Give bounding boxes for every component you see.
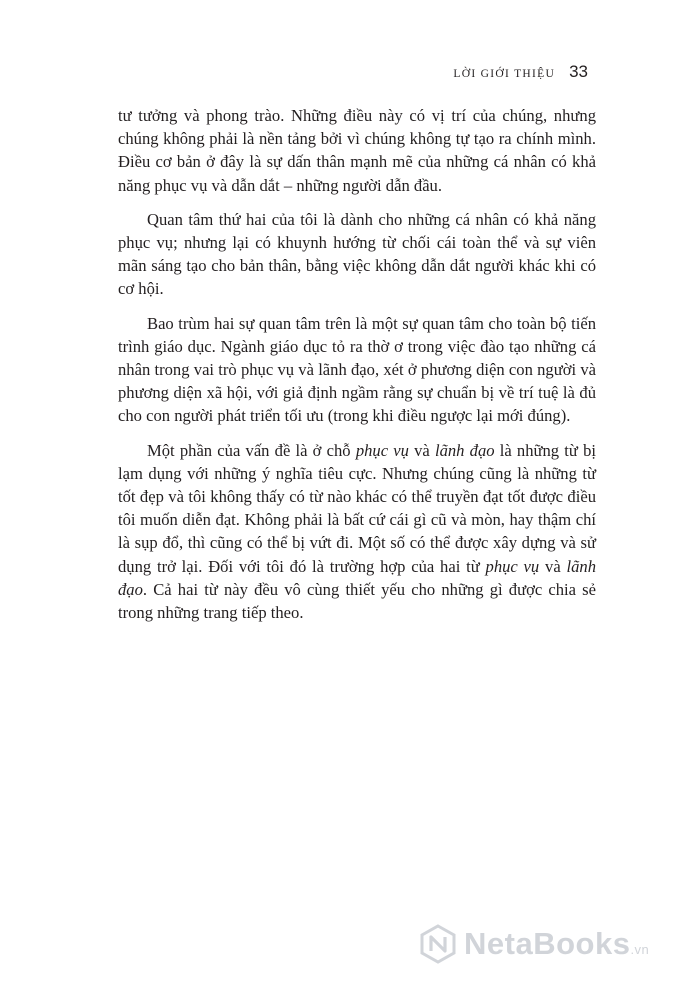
p4-italic-phuc-vu-2: phục vụ — [485, 556, 540, 576]
p4-text-5: . Cả hai từ này đều vô cùng thiết yếu cho những gì được chia sẻ trong những trang tiếp theo. — [118, 579, 596, 623]
p4-italic-phuc-vu-1: phục vụ — [355, 440, 409, 460]
paragraph-2: Quan tâm thứ hai của tôi là dành cho những cá nhân có khả năng phục vụ; nhưng lại có khuynh hướng từ chối cái toàn thể và sự viên mãn sáng tạo cho bản thân, bằng việc không dẫn dắt người khác khi có cơ hội. — [118, 209, 596, 299]
paragraph-3: Bao trùm hai sự quan tâm trên là một sự quan tâm cho toàn bộ tiến trình giáo dục. Ngành giáo dục tỏ ra thờ ơ trong việc đào tạo những cá nhân trong vai trò phục vụ và lãnh đạo, xét ở phương diện con người và phương diện xã hội, với giả định ngầm rằng sự chuẩn bị về trí tuệ là đủ cho con người phát triển tối ưu (trong khi điều ngược lại mới đúng). — [118, 313, 596, 426]
p4-italic-lanh-dao-1: lãnh đạo — [434, 440, 495, 460]
p4-text-3: là những từ bị lạm dụng với những ý nghĩa tiêu cực. Nhưng chúng cũng là những từ tốt đẹp và tôi không thấy có từ nào khác có thể truyền đạt tốt được điều tôi muốn diễn đạt. Không phải là bất cứ cái gì cũ và mòn, hay thậm chí là sụp đổ, thì cũng có thể bị vứt đi. Một số có thể được xây dựng và sử dụng trở lại. Đối với tôi đó là trường hợp của hai từ — [118, 440, 596, 576]
p4-italic-lanh-dao-2: lãnh đạo — [118, 556, 596, 599]
p4-text-4: và — [539, 556, 567, 576]
page-number: 33 — [569, 62, 588, 81]
p4-text-2: và — [408, 440, 435, 460]
p4-text-1: Một phần của vấn đề là ở chỗ — [147, 440, 356, 460]
running-header — [453, 62, 588, 82]
watermark-text: NetaBooks.vn — [464, 926, 650, 961]
paragraph-1: tư tưởng và phong trào. Những điều này có vị trí của chúng, nhưng chúng không phải là nền tảng bởi vì chúng không tự tạo ra chính mình. Điều cơ bản ở đây là sự dấn thân mạnh mẽ của những cá nhân có khả năng phục vụ và dẫn dắt – những người dẫn đầu. — [118, 106, 596, 195]
paragraph-4 — [118, 439, 596, 625]
watermark — [418, 924, 649, 964]
body-text — [118, 104, 596, 635]
watermark-suffix: .vn — [630, 942, 650, 957]
running-title: LỜI GIỚI THIỆU — [453, 68, 556, 80]
netabooks-logo-icon — [418, 924, 458, 964]
